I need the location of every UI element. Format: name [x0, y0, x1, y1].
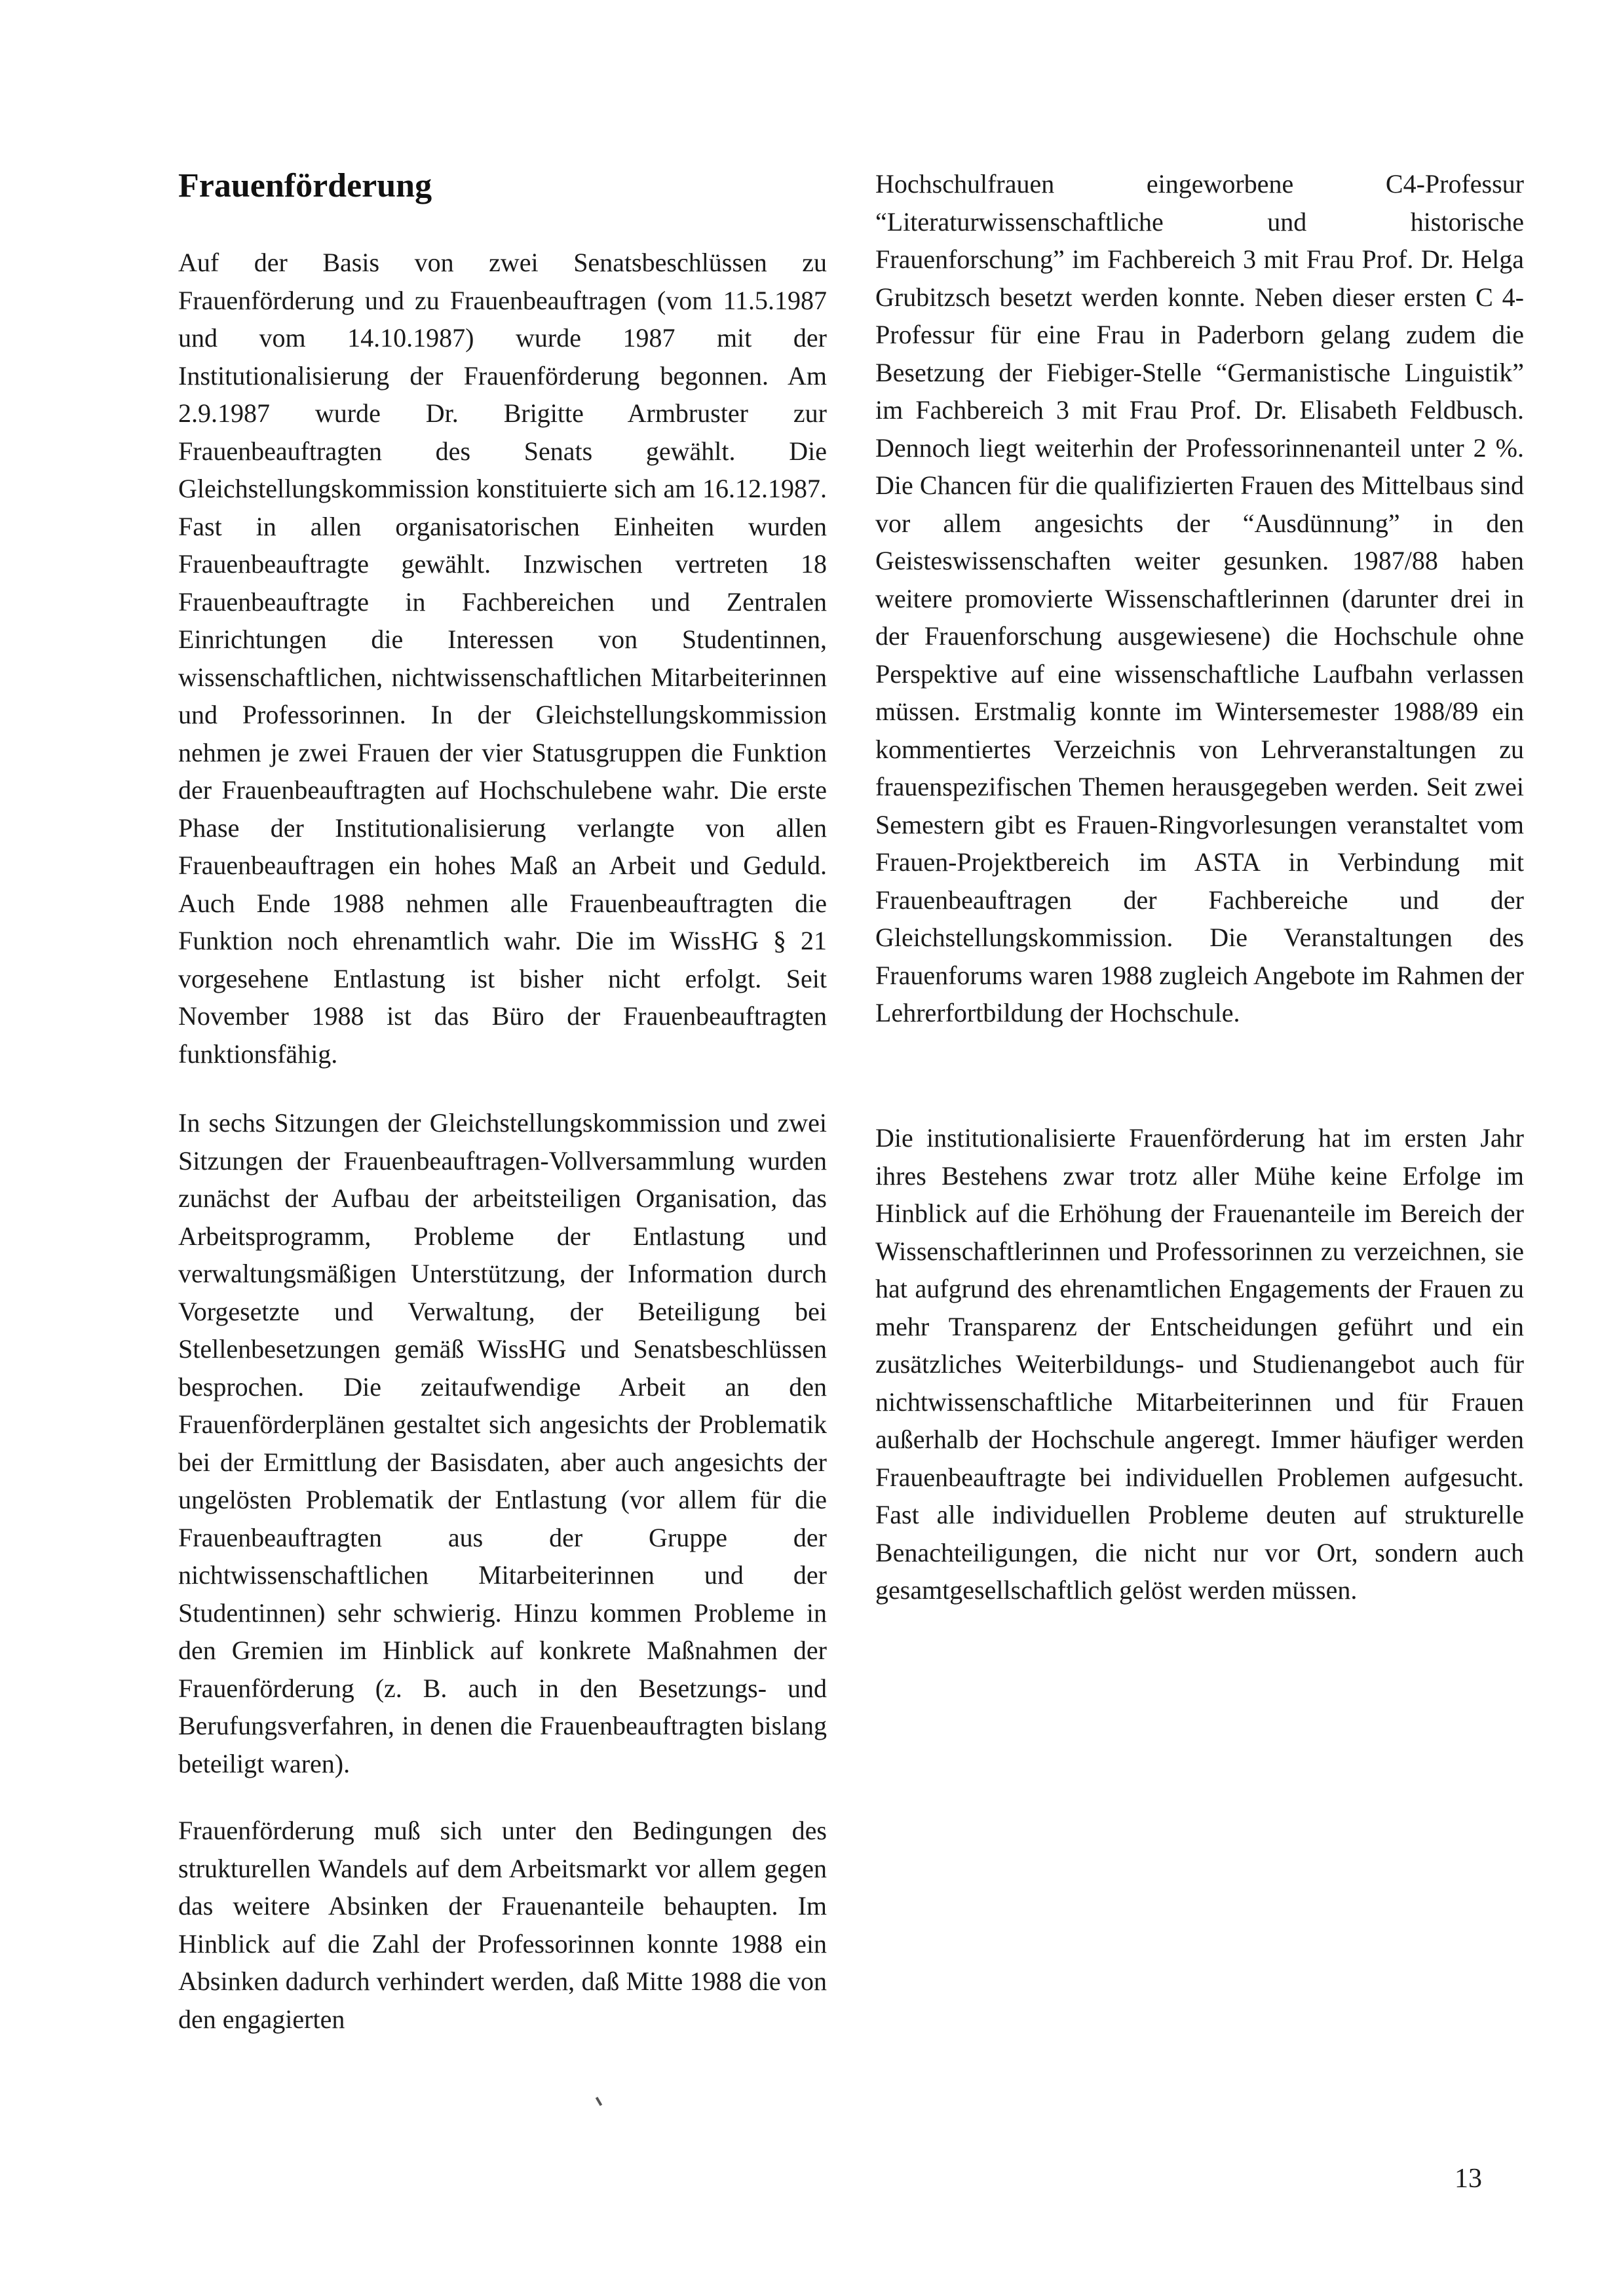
page-number: 13 — [1455, 2164, 1482, 2194]
scan-mark — [596, 2097, 602, 2106]
paragraph-professorships: Hochschulfrauen eingeworbene C4-Professur “Literaturwissenschaftliche und historische Frauenforschung” im Fachbereich 3 mit Frau Prof. Dr. Helga Grubitzsch besetzt werden konnte. Neben dieser ersten C 4-Professur für eine Frau in Paderborn gelang zudem die Besetzung der Fiebiger-Stelle “Germanistische Linguistik” im Fachbereich 3 mit Frau Prof. Dr. Elisabeth Feldbusch. Dennoch liegt weiterhin der Professorinnenanteil unter 2 %. Die Chancen für die qualifizierten Frauen des Mittelbaus sind vor allem angesichts der “Ausdünnung” in den Geisteswissenschaften weiter gesunken. 1987/88 haben weitere promovierte Wissenschaftlerinnen (darunter drei in der Frauenforschung ausgewiesene) die Hochschule ohne Perspektive auf eine wissenschaftliche Laufbahn verlassen müssen. Erstmalig konnte im Wintersemester 1988/89 ein kommentiertes Verzeichnis von Lehrveranstaltungen zu frauenspezifischen Themen herausgegeben werden. Seit zwei Semestern gibt es Frauen-Ringvorlesungen veranstaltet vom Frauen-Projektbereich im ASTA in Verbindung mit Frauenbeauftragen der Fachbereiche und der Gleichstellungskommission. Die Veranstaltungen des Frauenforums waren 1988 zugleich Angebote im Rahmen der Lehrerfortbildung der Hochschule. — [875, 169, 1524, 1027]
section-heading: Frauenförderung — [178, 167, 432, 204]
paragraph-conclusion: Die institutionalisierte Frauenförderung hat im ersten Jahr ihres Bestehens zwar trotz aller Mühe keine Erfolge im Hinblick auf die Erhöhung der Frauenanteile im Bereich der Wissenschaftlerinnen und Professorinnen zu verzeichnen, sie hat aufgrund des ehrenamtlichen Engagements der Frauen zu mehr Transparenz der Entscheidungen geführt und ein zusätzliches Weiterbildungs- und Studienangebot auch für nichtwissenschaftliche Mitarbeiterinnen und für Frauen außerhalb der Hochschule angeregt. Immer häufiger werden Frauenbeauftragte bei individuellen Problemen aufgesucht. Fast alle individuellen Probleme deuten auf strukturelle Benachteiligungen, die nicht nur vor Ort, sondern auch gesamtgesellschaftlich gelöst werden müssen. — [875, 1123, 1524, 1605]
paragraph-commission-sessions: In sechs Sitzungen der Gleichstellungskommission und zwei Sitzungen der Frauenbeauftragen-Vollversammlung wurden zunächst der Aufbau der arbeitsteiligen Organisation, das Arbeitsprogramm, Probleme der Entlastung und verwaltungsmäßigen Unterstützung, der Information durch Vorgesetzte und Verwaltung, der Beteiligung bei Stellenbesetzungen gemäß WissHG und Senatsbeschlüssen besprochen. Die zeitaufwendige Arbeit an den Frauenförderplänen gestaltet sich angesichts der Problematik bei der Ermittlung der Basisdaten, aber auch angesichts der ungelösten Problematik der Entlastung (vor allem für die Frauenbeauftragten aus der Gruppe der nichtwissenschaftlichen Mitarbeiterinnen und der Studentinnen) sehr schwierig. Hinzu kommen Probleme in den Gremien im Hinblick auf konkrete Maßnahmen der Frauenförderung (z. B. auch in den Besetzungs- und Berufungsverfahren, in denen die Frauenbeauftragten bislang beteiligt waren). — [178, 1108, 827, 1778]
paragraph-institutionalization: Auf der Basis von zwei Senatsbeschlüssen zu Frauenförderung und zu Frauenbeauftragen (vom 11.5.1987 und vom 14.10.1987) wurde 1987 mit der Institutionalisierung der Frauenförderung begonnen. Am 2.9.1987 wurde Dr. Brigitte Armbruster zur Frauenbeauftragten des Senats gewählt. Die Gleichstellungskommission konstituierte sich am 16.12.1987. Fast in allen organisatorischen Einheiten wurden Frauenbeauftragte gewählt. Inzwischen vertreten 18 Frauenbeauftragte in Fachbereichen und Zentralen Einrichtungen die Interessen von Studentinnen, wissenschaftlichen, nichtwissenschaftlichen Mitarbeiterinnen und Professorinnen. In der Gleichstellungskommission nehmen je zwei Frauen der vier Statusgruppen die Funktion der Frauenbeauftragten auf Hochschulebene wahr. Die erste Phase der Institutionalisierung verlangte von allen Frauenbeauftragen ein hohes Maß an Arbeit und Geduld. Auch Ende 1988 nehmen alle Frauenbeauftragten die Funktion noch ehrenamtlich wahr. Die im WissHG § 21 vorgesehene Entlastung ist bisher nicht erfolgt. Seit November 1988 ist das Büro der Frauenbeauftragten funktionsfähig. — [178, 248, 827, 1069]
paragraph-labour-market: Frauenförderung muß sich unter den Bedingungen des strukturellen Wandels auf dem Arbeitsmarkt vor allem gegen das weitere Absinken der Frauenanteile behaupten. Im Hinblick auf die Zahl der Professorinnen konnte 1988 ein Absinken dadurch verhindert werden, daß Mitte 1988 die von den engagierten — [178, 1816, 827, 2034]
